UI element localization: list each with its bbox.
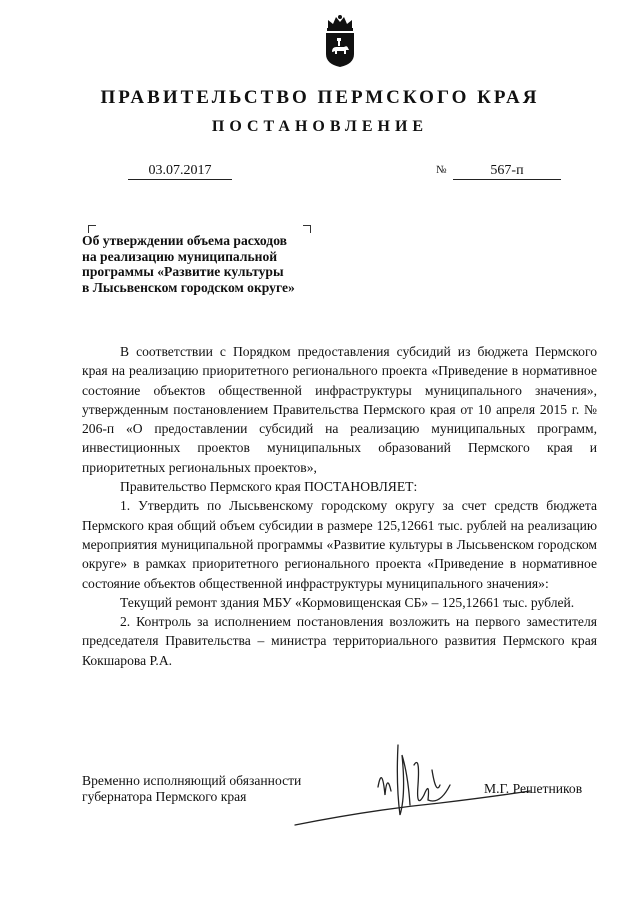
position-line: Временно исполняющий обязанности (82, 773, 302, 788)
preamble-paragraph: В соответствии с Порядком предоставления субсидий из бюджета Пермского края на реализацию приоритетного регионального проекта «Приведение в нормативное состояние объектов общественной инфраструктуры муниципального значения», утвержденным постановлением Правительства Пермского края от 10 апреля 2015 г. № 206-п «О предоставлении субсидий на реализацию муниципальных программ, инвестиционных проектов муниципальных образований Пермского края и приоритетных региональных проектов», (82, 344, 597, 475)
number-sign: № (436, 164, 447, 176)
subject-corner-left (88, 225, 96, 233)
document-subject (82, 233, 342, 295)
item-2-paragraph: 2. Контроль за исполнением постановления возложить на первого заместителя председателя Правительства – министра территориального развития Пермского края Кокшарова Р.А. (82, 614, 597, 668)
perm-krai-coat-of-arms-icon (323, 14, 357, 68)
handwritten-signature-icon (290, 725, 550, 835)
item-1-paragraph: 1. Утвердить по Лысьвенскому городскому округу за счет средств бюджета Пермского края общий объем субсидии в размере 125,12661 тыс. рублей на реализацию мероприятия муниципальной программы «Развитие культуры в Лысьвенском городском округе» в рамках приоритетного регионального проекта «Приведение в нормативное состояние объектов общественной инфраструктуры муниципального значения»: (82, 498, 597, 591)
subject-line: на реализацию муниципальной (82, 248, 278, 264)
government-title: ПРАВИТЕЛЬСТВО ПЕРМСКОГО КРАЯ (100, 87, 540, 108)
signatory-name: М.Г. Решетников (484, 781, 583, 796)
document-number: 567-п (453, 163, 561, 180)
subject-corner-right (303, 225, 311, 233)
document-type: ПОСТАНОВЛЕНИЕ (211, 118, 429, 135)
document-body (82, 342, 597, 670)
position-line: губернатора Пермского края (82, 788, 247, 804)
item-1-detail-paragraph: Текущий ремонт здания МБУ «Кормовищенская СБ» – 125,12661 тыс. рублей. (120, 594, 575, 610)
document-date: 03.07.2017 (128, 163, 232, 180)
subject-line: в Лысьвенском городском округе» (82, 279, 295, 295)
subject-line: Об утверждении объема расходов (82, 233, 287, 248)
subject-line: программы «Развитие культуры (82, 264, 284, 279)
resolves-paragraph: Правительство Пермского края ПОСТАНОВЛЯЕТ: (120, 479, 418, 495)
